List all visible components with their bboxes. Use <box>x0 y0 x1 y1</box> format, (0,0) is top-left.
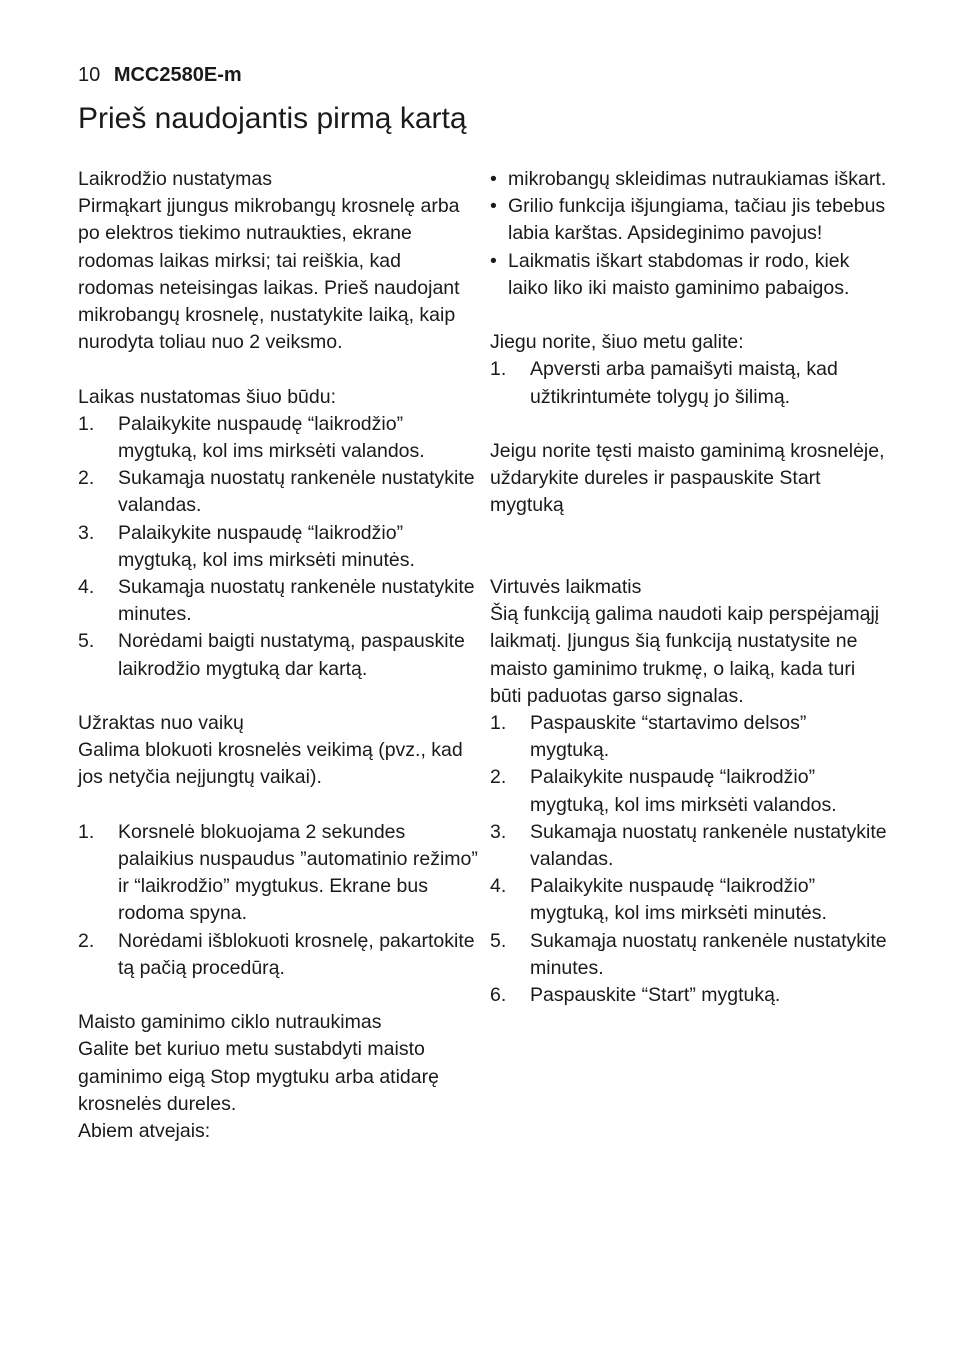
step-text: Sukamąja nuostatų rankenėle nustatykite minutes. <box>118 576 475 626</box>
step-number: 1. <box>78 820 95 843</box>
list-item <box>78 520 478 574</box>
step-number: 5. <box>78 630 95 653</box>
interrupt-bullets <box>490 166 890 302</box>
step-text: Palaikykite nuspaudę “laikrodžio” mygtuką, kol ims mirksėti minutės. <box>118 521 415 571</box>
step-text: Palaikykite nuspaudę “laikrodžio” mygtuką, kol ims mirksėti valandos. <box>118 412 425 463</box>
list-item <box>490 248 890 302</box>
list-item <box>490 166 890 193</box>
list-item <box>78 465 478 519</box>
interrupt-text: Galite bet kuriuo metu sustabdyti maisto gaminimo eigą Stop mygtuku arba atidarę krosnelės dureles. <box>78 1038 439 1115</box>
step-number: 3. <box>490 820 507 843</box>
step-text: Sukamąja nuostatų rankenėle nustatykite valandas. <box>118 467 475 517</box>
list-item <box>490 819 890 873</box>
left-column <box>78 166 478 1145</box>
clock-steps <box>78 411 478 683</box>
bullet-icon: • <box>490 249 497 272</box>
list-item <box>490 193 890 247</box>
interrupt-heading: Maisto gaminimo ciklo nutraukimas <box>78 1011 382 1034</box>
interrupt-lead: Abiem atvejais: <box>78 1120 211 1143</box>
list-item <box>490 764 890 818</box>
step-number: 5. <box>490 929 507 952</box>
clock-heading: Laikrodžio nustatymas <box>78 168 273 190</box>
step-text: Palaikykite nuspaudę “laikrodžio” mygtuką, kol ims mirksėti minutės. <box>530 875 827 925</box>
step-text: Sukamąja nuostatų rankenėle nustatykite minutes. <box>530 929 887 979</box>
model-name: MCC2580E-m <box>113 64 242 86</box>
step-number: 4. <box>78 576 95 599</box>
step-text: Norėdami baigti nustatymą, paspauskite laikrodžio mygtuką dar kartą. <box>118 630 465 680</box>
timer-heading: Virtuvės laikmatis <box>490 576 642 598</box>
clock-section <box>78 166 478 683</box>
list-item <box>78 411 478 465</box>
step-number: 2. <box>490 766 507 789</box>
step-text: Paspauskite “startavimo delsos” mygtuką. <box>530 712 807 762</box>
clock-intro: Pirmąkart įjungus mikrobangų krosnelę arba po elektros tiekimo nutraukties, ekrane rodomas laikas mirksi; tai reiškia, kad rodomas neteisingas laikas. Prieš naudojant mikrobangų krosnelę, nustatykite laiką, kaip nurodyta toliau nuo 2 veiksmo. <box>78 195 460 354</box>
step-number: 1. <box>78 412 95 435</box>
page-header <box>78 64 242 87</box>
timer-section <box>490 574 890 1009</box>
list-item <box>78 928 478 982</box>
step-number: 1. <box>490 712 507 735</box>
list-item <box>490 982 890 1009</box>
timer-steps <box>490 710 890 1009</box>
list-item <box>490 710 890 764</box>
list-item <box>78 574 478 628</box>
list-item <box>490 873 890 927</box>
child-lock-steps <box>78 819 478 982</box>
clock-lead: Laikas nustatomas šiuo būdu: <box>78 385 336 408</box>
continue-text: Jeigu norite tęsti maisto gaminimą krosnelėje, uždarykite dureles ir paspauskite Start mygtuką <box>490 440 885 517</box>
list-item <box>78 819 478 928</box>
bullet-text: mikrobangų skleidimas nutraukiamas iškart. <box>508 168 887 190</box>
list-item <box>490 928 890 982</box>
options-lead: Jiegu norite, šiuo metu galite: <box>490 331 744 354</box>
interrupt-section <box>78 1009 478 1145</box>
page-title: Prieš naudojantis pirmą kartą <box>78 102 467 135</box>
step-text: Paspauskite “Start” mygtuką. <box>530 984 781 1007</box>
step-text: Sukamąja nuostatų rankenėle nustatykite valandas. <box>530 820 887 871</box>
step-text: Korsnelė blokuojama 2 sekundes palaikius nuspaudus ”automatinio režimo” ir “laikrodžio” mygtukus. Ekrane bus rodoma spyna. <box>118 820 478 925</box>
step-text: Norėdami išblokuoti krosnelę, pakartokite tą pačią procedūrą. <box>118 929 475 979</box>
right-column <box>490 166 890 1009</box>
bullet-icon: • <box>490 195 497 218</box>
list-item <box>490 356 890 410</box>
child-lock-intro: Galima blokuoti krosnelės veikimą (pvz., kad jos netyčia neįjungtų vaikai). <box>78 739 463 789</box>
child-lock-section <box>78 710 478 982</box>
bullet-text: Laikmatis iškart stabdomas ir rodo, kiek laiko liko iki maisto gaminimo pabaigos. <box>508 249 850 299</box>
page-number: 10 <box>78 64 101 86</box>
step-number: 6. <box>490 984 507 1007</box>
bullet-text: Grilio funkcija išjungiama, tačiau jis tebebus labia karštas. Apsideginimo pavojus! <box>508 195 886 245</box>
step-number: 3. <box>78 521 95 544</box>
list-item <box>78 628 478 682</box>
options-steps <box>490 356 890 410</box>
step-text: Apversti arba pamaišyti maistą, kad užtikrintumėte tolygų jo šilimą. <box>530 358 838 408</box>
child-lock-heading: Užraktas nuo vaikų <box>78 712 244 735</box>
step-number: 2. <box>78 467 95 490</box>
step-number: 1. <box>490 358 507 381</box>
bullet-icon: • <box>490 168 497 190</box>
step-number: 2. <box>78 929 95 952</box>
step-text: Palaikykite nuspaudę “laikrodžio” mygtuką, kol ims mirksėti valandos. <box>530 766 837 816</box>
step-number: 4. <box>490 875 507 898</box>
timer-intro: Šią funkciją galima naudoti kaip perspėjamąjį laikmatį. Įjungus šią funkciją nustatysite ne maisto gaminimo trukmę, o laiką, kada turi būti paduotas garso signalas. <box>490 603 880 707</box>
